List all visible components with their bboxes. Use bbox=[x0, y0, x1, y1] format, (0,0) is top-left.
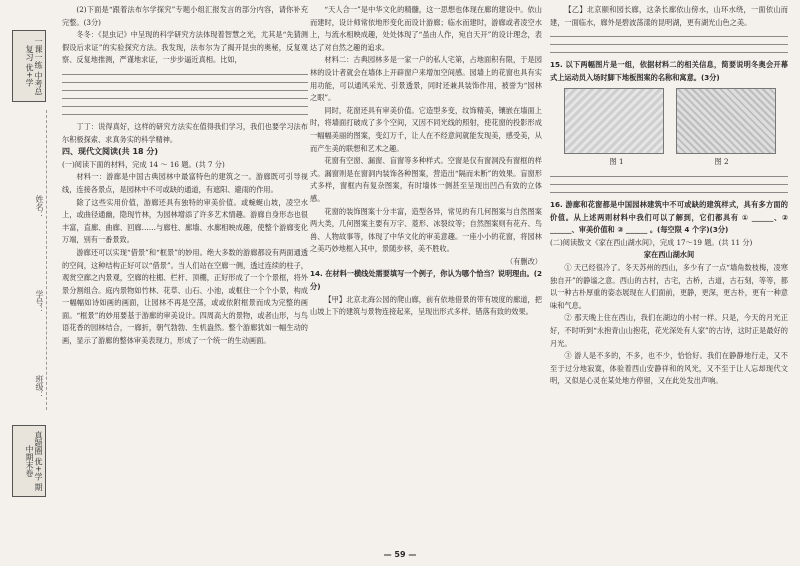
essay-title: 家在西山湖水间 bbox=[643, 250, 695, 260]
brand-badge-bottom: 真题圈 优+学 期中期末卷 bbox=[12, 425, 46, 497]
question-14-option-b: 【乙】北京颐和园长廊，这条长廊依山傍水，山环水绕，一面依山而建，一面临水，廊外是碧波荡漾的昆明湖，更有湖光山色之美。 bbox=[550, 5, 788, 27]
id-label: 学号： bbox=[35, 290, 44, 314]
figure-2-caption: 图 2 bbox=[714, 157, 729, 167]
page-number: — 59 — bbox=[383, 550, 417, 559]
material-1-para-3: 游廊还可以实现“借景”和“框景”的妙用。绝大多数的游廊都设有两面通透的空间，这种结构正好可以“借景”。当人们站在空廊一侧，透过连续的柱子，观赏空廊之内景观，空廊的柱楣、栏杆、顶棚，正好形成了一个个景框，将外景分割组合。庭内景物如竹林、花草、山石、小池，或框住一个个小景，构成一幅幅如诗如画的画面，让园林不再是空荡，或或依附框景而成为完整的画面。“框景”的妙用要基于游廊的审美设计。四周高大的景物，或者山形，与鸟语花香的园林结合，一廊折，朝气勃勃、生机盎然。整个游廊犹如一幅生动的画，显示了游廊的整体审美表现力，形成了一个统一的生动画面。 bbox=[62, 247, 308, 346]
material-1-para-1: 材料一：游廊是中国古典园林中最富特色的建筑之一。游廊既可引导视线，连接各景点，是园林中不可或缺的通道，有遮阳、避雨的作用。 bbox=[62, 172, 308, 194]
question-14: 14. 在材料一横线处需要填写一个例子，你认为哪个恰当？说明理由。(2分) bbox=[310, 269, 542, 292]
left-column bbox=[62, 4, 308, 348]
answer-line[interactable] bbox=[550, 192, 788, 193]
answer-line[interactable] bbox=[550, 176, 788, 177]
question-13-2-prompt: (2)下面是“跟着法布尔学探究”专题小组汇报发言的部分内容，请你补充完整。(3分) bbox=[62, 5, 308, 27]
class-label: 班级： bbox=[35, 375, 44, 399]
figure-2-image bbox=[676, 88, 776, 154]
question-13-2-body: 冬冬：《昆虫记》中呈现的科学研究方法体现着智慧之光，尤其是“先猜测假设后求证”的实验探究方法。我发现，法布尔为了揭开昆虫的奥秘，反复观察、反复地推测，严谨地求证，一步步逼近真相。比如， bbox=[62, 30, 308, 65]
brand-badge-top: 一课一练 中考总复习 优+学 bbox=[12, 30, 46, 102]
subsection-heading-2: (二)阅读散文《家在西山湖水间》，完成 17～19 题。(共 11 分) bbox=[550, 237, 753, 247]
material-2-para-4: 花窗的装饰图案十分丰富，造型各异，常见的有几何图案与自然图案两大类，几何图案主要有万字、菱形、冰裂纹等；自然图案则有花卉、鸟兽、人物故事等，体现了中华文化的审美意趣。一座小小的花窗，将园林之美巧妙地框入其中，景随步移，美不胜收。 bbox=[310, 206, 542, 254]
section-heading: 四、现代文阅读(共 18 分) bbox=[62, 147, 159, 157]
material-1-para-4: “天人合一”是中华文化的精髓，这一思想也体现在廊的建设中。依山而建时，设计师常依地形变化而设计游廊；临水而建时，游廊或者凌空水上，与流水相映成趣，处处体现了“虽由人作，宛自天开”的设计理念，表达了对自然之趣的追求。 bbox=[310, 5, 542, 52]
right-column bbox=[550, 4, 788, 388]
question-15: 15. 以下两幅图片是一组，依据材料二的相关信息，简要说明冬奥会开幕式上运动员入场时脚下地板图案的名称和寓意。(3分) bbox=[550, 60, 788, 82]
source-note: （有删改） bbox=[506, 256, 542, 266]
figure-captions bbox=[564, 156, 774, 169]
question-16: 16. 游廊和花窗都是中国园林建筑中不可或缺的建筑样式，具有多方面的价值。从上述两则材料中我们可以了解到，它们都具有 ① ______、② ______、审美价值和 ③ ______ 。(每空限 4 个字)(3分) bbox=[550, 199, 788, 235]
figure-1-image bbox=[564, 88, 664, 154]
answer-line[interactable] bbox=[62, 74, 308, 75]
answer-line[interactable] bbox=[62, 82, 308, 83]
answer-line[interactable] bbox=[62, 98, 308, 99]
material-1-para-2: 除了这些实用价值，游廊还具有独特的审美价值。或蜿蜒山坡，凌空水上，或曲径通幽，隐现竹林，为园林增添了许多艺术情趣。游廊自身形态也很丰富，直廊、曲廊、回廊……与廊柱、廊墙、水廊相映成趣，使整个游廊变化万端，别有一番景致。 bbox=[62, 197, 308, 245]
question-13-2-closing: 丁丁：说得真好，这样的研究方法实在值得我们学习，我们也要学习法布尔积极探索、求真务实的科学精神。 bbox=[62, 121, 308, 144]
answer-line[interactable] bbox=[62, 90, 308, 91]
answer-line[interactable] bbox=[550, 52, 788, 53]
essay-para-2: ② 那天晚上住在西山，我们在湖边的小村一样。只是，今天的月光正好，不时听到“永抱青山山抱花，花光深处有人家”的古诗，这时正是最好的月光。 bbox=[550, 313, 788, 348]
essay-para-1: ① 天已经很冷了。冬天苏州的西山，多少有了一点“墙角数枝梅，凌寒独自开”的静谧之意。西山的古村，古宅，古桥，古道，古石刻，等等，都以一种古朴厚重的姿态展现在人们面前，更静，更深，更古朴，更有一种意味和气息。 bbox=[550, 262, 788, 310]
answer-line[interactable] bbox=[62, 114, 308, 115]
subsection-heading: (一)阅读下面的材料，完成 14 ～ 16 题。(共 7 分) bbox=[62, 159, 225, 169]
answer-line[interactable] bbox=[550, 36, 788, 37]
name-label: 姓名： bbox=[35, 195, 44, 219]
figure-row bbox=[564, 88, 788, 154]
material-2-para-1: 材料二：古典园林多是一家一户的私人宅第，占地面积有限，于是园林的设计者就会在墙体上开辟窗户来增加空间感。园墙上的花窗也具有实用功能，可以通风采光、引景透景，同时还兼具装饰作用，被誉为“园林之眼”。 bbox=[310, 55, 542, 103]
question-14-option-a: 【甲】北京北海公园的爬山廊，前有依地借景的带有坡度的廊道，把山坡上下的建筑与景物连接起来，呈现出形式多样、错落有致的效果。 bbox=[310, 294, 542, 317]
essay-para-3: ③ 游人是不多的，不多，也不少，恰恰好。我们在静静地行走，又不至于过分地寂寞，体验着西山安静祥和的风光，又不至于让人忘却现代文明，又似是心灵在某处地方停留，又在此处发出声响。 bbox=[550, 351, 788, 386]
answer-line[interactable] bbox=[62, 106, 308, 107]
material-2-para-2: 同时，花窗还具有审美价值。它造型多变，纹饰精美，镶嵌在墙面上时，将墙面打破成了多个空间，又因不同光线的照射，使花窗的投影形成一幅幅美丽的图案，变幻万千，让人在不经意间就能发现美，感受美，从而产生美的联想和艺术之趣。 bbox=[310, 105, 542, 153]
middle-column bbox=[310, 4, 542, 319]
figure-1-caption: 图 1 bbox=[609, 157, 624, 167]
binding-margin bbox=[8, 0, 52, 566]
binding-line bbox=[46, 110, 47, 410]
material-2-para-3: 花窗有空窗、漏窗、盲窗等多种样式。空窗是仅有窗洞没有窗框的样式。漏窗则是在窗洞内装饰各种图案，营造出“隔而未断”的效果。盲窗形式多样，窗框内有复杂图案，有时墙体一侧甚至呈现出凹凸有致的立体感。 bbox=[310, 156, 542, 203]
answer-line[interactable] bbox=[550, 44, 788, 45]
answer-line[interactable] bbox=[550, 184, 788, 185]
